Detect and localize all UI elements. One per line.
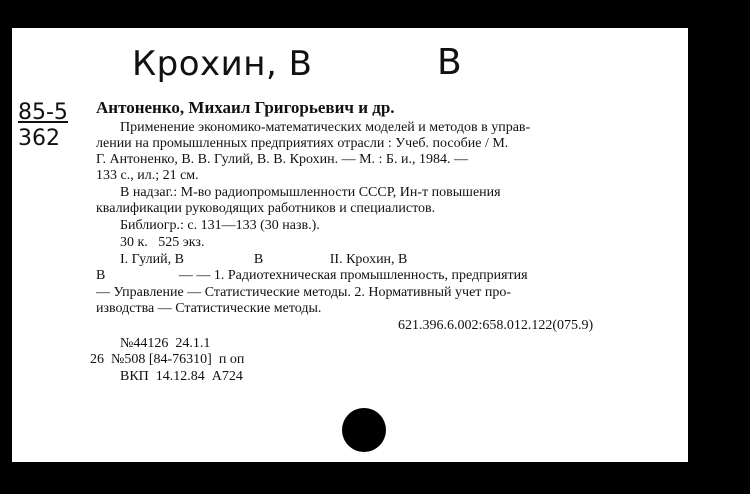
body-line: Библиогр.: с. 131—133 (30 назв.). [120,218,320,233]
body-line: — Управление — Статистические методы. 2. Нормативный учет про- [96,285,512,300]
body-line: Г. Антоненко, В. В. Гулий, В. В. Крохин. — М. : Б. и., 1984. — [96,152,468,167]
shelfmark-top: 85-5 [18,100,68,125]
accession-line: №44126 24.1.1 [120,336,211,351]
classification-code: 621.396.6.002:658.012.122(075.9) [398,318,594,333]
shelfmark-bottom: 362 [18,126,60,151]
body-line: Применение экономико-математических моделей и методов в управ- [120,120,531,135]
handwritten-author: Крохин, В [132,44,313,84]
body-line: изводства — Статистические методы. [96,301,322,316]
body-line: лении на промышленных предприятиях отрасли : Учеб. пособие / М. [96,136,509,151]
card-punch-hole [342,408,386,452]
catalog-card [12,28,688,462]
body-line: В надзаг.: М-во радиопромышленности СССР, Ин-т повышения [120,185,501,200]
card-heading: Антоненко, Михаил Григорьевич и др. [96,98,395,117]
body-line: 133 с., ил.; 21 см. [96,168,199,183]
accession-line: ВКП 14.12.84 А724 [120,369,243,384]
body-line: В — — 1. Радиотехническая промышленность, предприятия [96,268,528,283]
body-line: I. Гулий, В В II. Крохин, В [120,252,408,267]
shelfmark [18,100,68,152]
body-line: 30 к. 525 экз. [120,235,205,250]
accession-line: 26 №508 [84-76310] п оп [90,352,245,367]
body-line: квалификации руководящих работников и специалистов. [96,201,436,216]
handwritten-letter: В [437,42,462,83]
